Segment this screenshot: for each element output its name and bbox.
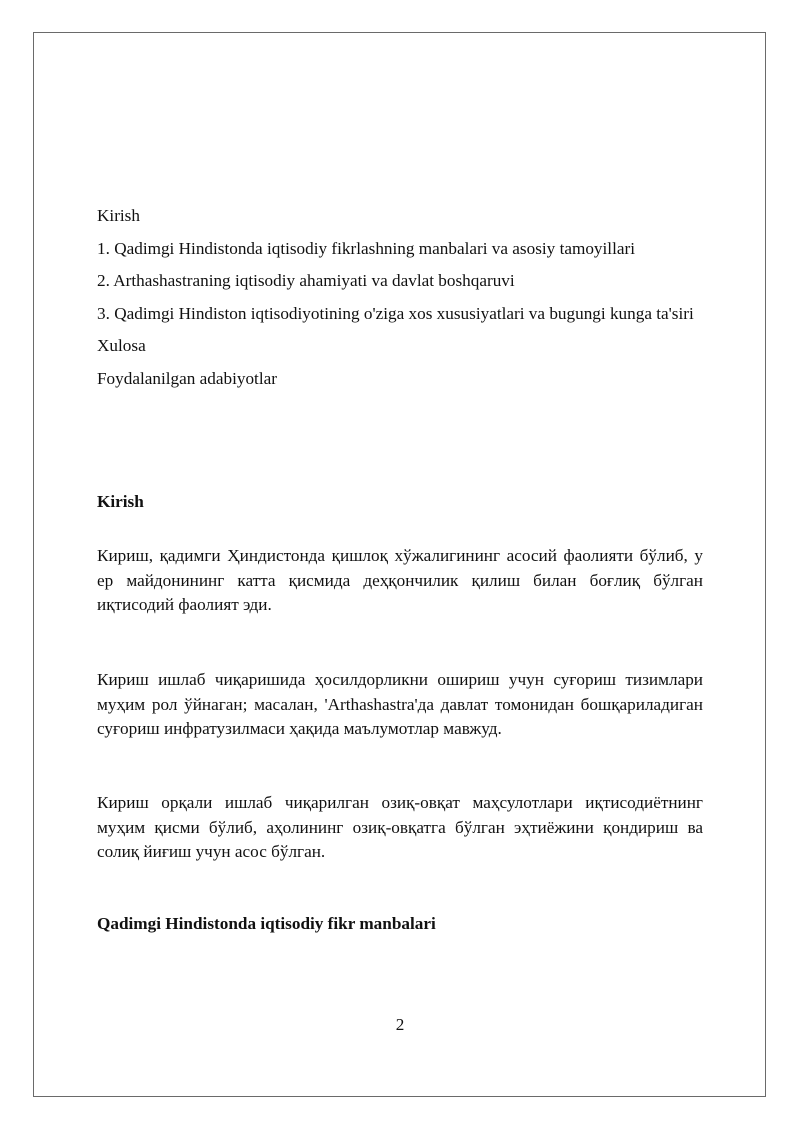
- table-of-contents: [97, 200, 703, 395]
- section-heading-intro: Kirish: [97, 492, 144, 511]
- page-number: 2: [395, 1015, 405, 1034]
- intro-paragraph-3: Кириш орқали ишлаб чиқарилган озиқ-овқат маҳсулотлари иқтисодиётнинг муҳим қисми бўлиб, аҳолининг озиқ-овқатга бўлган эҳтиёжини қондириш ва солиқ йиғиш учун асос бўлган.: [97, 793, 703, 861]
- section-heading-sources: Qadimgi Hindistonda iqtisodiy fikr manbalari: [97, 914, 436, 933]
- intro-paragraph-1: Кириш, қадимги Ҳиндистонда қишлоқ хўжалигининг асосий фаолияти бўлиб, у ер майдонининг катта қисмида деҳқончилик қилиш билан боғлиқ бўлган иқтисодий фаолият эди.: [97, 546, 703, 614]
- toc-item-chapter-1[interactable]: 1. Qadimgi Hindistonda iqtisodiy fikrlashning manbalari va asosiy tamoyillari: [97, 238, 635, 258]
- toc-item-chapter-2[interactable]: 2. Arthashastraning iqtisodiy ahamiyati va davlat boshqaruvi: [97, 271, 515, 290]
- intro-paragraph-2: Кириш ишлаб чиқаришида ҳосилдорликни ошириш учун суғориш тизимлари муҳим рол ўйнаган; масалан, 'Arthashastra'да давлат томонидан бошқариладиган суғориш инфратузилмаси ҳақида маълумотлар мавжуд.: [97, 670, 703, 738]
- toc-item-intro[interactable]: Kirish: [97, 206, 140, 225]
- toc-item-conclusion[interactable]: Xulosa: [97, 336, 146, 355]
- toc-item-references[interactable]: Foydalanilgan adabiyotlar: [97, 368, 277, 388]
- toc-item-chapter-3[interactable]: 3. Qadimgi Hindiston iqtisodiyotining o'ziga xos xususiyatlari va bugungi kunga ta'siri: [97, 303, 694, 323]
